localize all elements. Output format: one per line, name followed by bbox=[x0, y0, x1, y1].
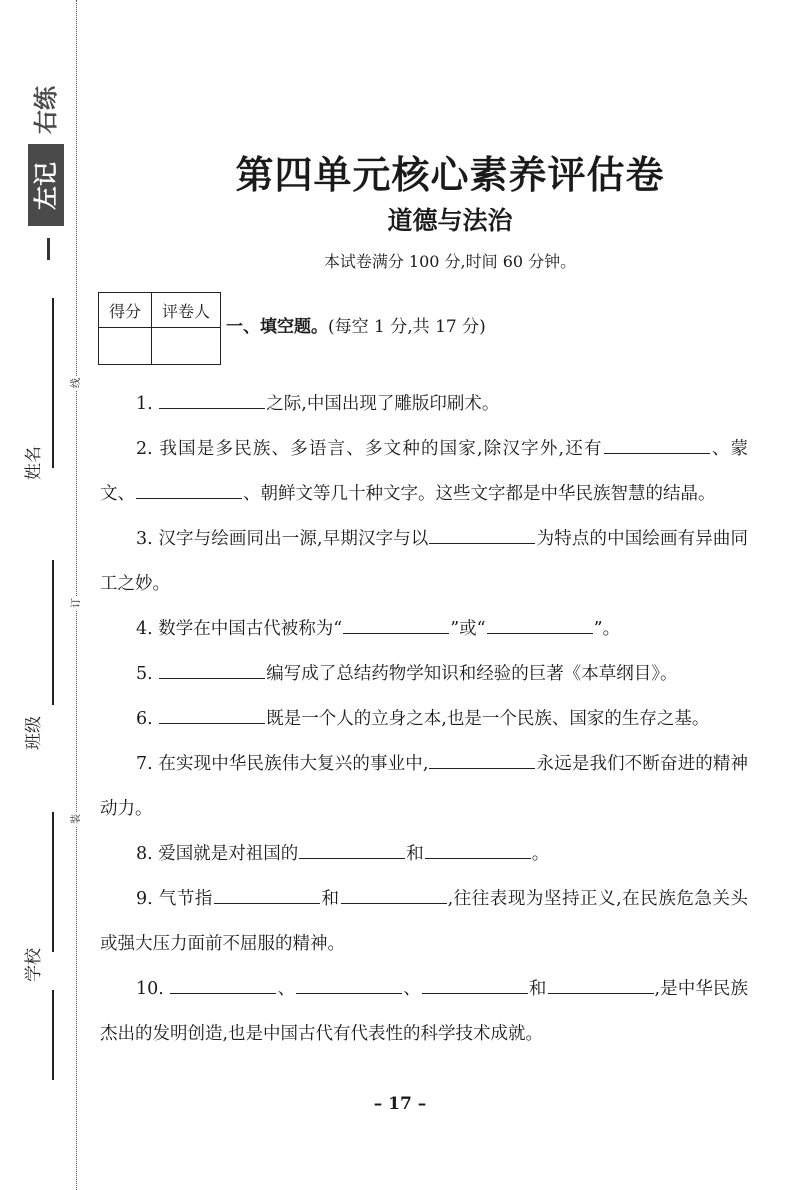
question-8 bbox=[100, 832, 748, 877]
question-text: 、蒙文、 bbox=[100, 439, 749, 504]
question-text: 5. bbox=[136, 664, 159, 684]
question-2 bbox=[100, 427, 748, 517]
binding-strip bbox=[0, 0, 90, 1190]
answer-blank[interactable] bbox=[159, 391, 265, 410]
score-header: 得分 bbox=[99, 293, 152, 328]
question-10 bbox=[100, 967, 748, 1057]
question-5 bbox=[100, 652, 748, 697]
question-text: ”或“ bbox=[450, 619, 486, 639]
question-text: 3. 汉字与绘画同出一源,早期汉字与以 bbox=[136, 529, 429, 549]
section-detail: (每空 1 分,共 17 分) bbox=[328, 317, 486, 337]
answer-blank[interactable] bbox=[159, 706, 265, 725]
score-table bbox=[98, 292, 221, 365]
question-text: 、 bbox=[277, 979, 296, 999]
grader-header: 评卷人 bbox=[152, 293, 221, 328]
question-text: 、 bbox=[403, 979, 421, 999]
class-field-line bbox=[52, 560, 54, 705]
question-6 bbox=[100, 697, 748, 742]
question-text: 和 bbox=[528, 979, 547, 999]
question-text: 2. 我国是多民族、多语言、多文种的国家,除汉字外,还有 bbox=[136, 439, 603, 459]
question-text: 之际,中国出现了雕版印刷术。 bbox=[266, 394, 500, 414]
answer-blank[interactable] bbox=[548, 976, 654, 995]
brand-right-text: 右练 bbox=[32, 86, 60, 134]
question-text: 7. 在实现中华民族伟大复兴的事业中, bbox=[136, 754, 429, 774]
question-text: ”。 bbox=[593, 619, 621, 639]
answer-blank[interactable] bbox=[422, 976, 528, 995]
answer-blank[interactable] bbox=[296, 976, 402, 995]
question-1 bbox=[100, 382, 748, 427]
question-text: 既是一个人的立身之本,也是一个民族、国家的生存之基。 bbox=[266, 709, 710, 729]
question-text: 1. bbox=[136, 394, 159, 414]
answer-blank[interactable] bbox=[429, 751, 535, 770]
subject-title: 道德与法治 bbox=[387, 206, 513, 235]
name-label: 姓名 bbox=[24, 446, 44, 480]
question-text: ,是中华民族杰出的发明创造,也是中国古代有代表性的科学技术成就。 bbox=[100, 979, 748, 1044]
question-text: ,往往表现为坚持正义,在民族危急关头或强大压力面前不屈服的精神。 bbox=[100, 889, 749, 954]
answer-blank[interactable] bbox=[429, 526, 535, 545]
school-label: 学校 bbox=[24, 948, 44, 982]
question-text: 为特点的中国绘画有异曲同工之妙。 bbox=[100, 529, 749, 594]
answer-blank[interactable] bbox=[343, 616, 449, 635]
question-text: 永远是我们不断奋进的精神动力。 bbox=[100, 754, 748, 819]
question-7 bbox=[100, 742, 748, 832]
brand-logo bbox=[20, 78, 72, 228]
brand-left-box bbox=[28, 144, 64, 226]
question-text: 9. 气节指 bbox=[136, 889, 213, 909]
answer-blank[interactable] bbox=[487, 616, 593, 635]
page-number: – 17 – bbox=[373, 1094, 427, 1114]
question-text: 和 bbox=[320, 889, 340, 909]
section-heading bbox=[226, 314, 486, 340]
answer-blank[interactable] bbox=[159, 661, 265, 680]
answer-blank[interactable] bbox=[170, 976, 276, 995]
school-field-line bbox=[52, 812, 54, 952]
question-text: 。 bbox=[531, 844, 550, 864]
section-title: 一、填空题。 bbox=[226, 317, 328, 337]
answer-blank[interactable] bbox=[425, 841, 531, 860]
question-9 bbox=[100, 877, 748, 967]
cut-mark-bind: 订 bbox=[71, 598, 82, 608]
question-text: 和 bbox=[406, 844, 424, 864]
answer-blank[interactable] bbox=[341, 886, 447, 905]
score-cell[interactable] bbox=[99, 328, 152, 365]
page-title: 第四单元核心素养评估卷 bbox=[235, 152, 665, 197]
question-text: 8. 爱国就是对祖国的 bbox=[136, 844, 299, 864]
cut-line bbox=[76, 0, 77, 1190]
answer-blank[interactable] bbox=[604, 436, 710, 455]
answer-blank[interactable] bbox=[214, 886, 320, 905]
school-field-line-lower bbox=[52, 990, 54, 1080]
class-label: 班级 bbox=[24, 716, 44, 750]
exam-note: 本试卷满分 100 分,时间 60 分钟。 bbox=[323, 252, 577, 271]
grader-cell[interactable] bbox=[152, 328, 221, 365]
question-text: 4. 数学在中国古代被称为“ bbox=[136, 619, 343, 639]
brand-divider bbox=[47, 238, 50, 260]
question-3 bbox=[100, 517, 748, 607]
answer-blank[interactable] bbox=[136, 481, 242, 500]
question-list bbox=[100, 382, 748, 1057]
answer-blank[interactable] bbox=[299, 841, 405, 860]
question-text: 编写成了总结药物学知识和经验的巨著《本草纲目》。 bbox=[266, 664, 678, 684]
cut-mark-install: 装 bbox=[71, 814, 82, 824]
cut-mark-line: 线 bbox=[71, 378, 82, 388]
question-text: 、朝鲜文等几十种文字。这些文字都是中华民族智慧的结晶。 bbox=[243, 484, 716, 504]
brand-left-text: 左记 bbox=[32, 162, 60, 210]
name-field-line bbox=[52, 298, 54, 468]
question-4 bbox=[100, 607, 748, 652]
question-text: 10. bbox=[136, 979, 170, 999]
question-text: 6. bbox=[136, 709, 159, 729]
